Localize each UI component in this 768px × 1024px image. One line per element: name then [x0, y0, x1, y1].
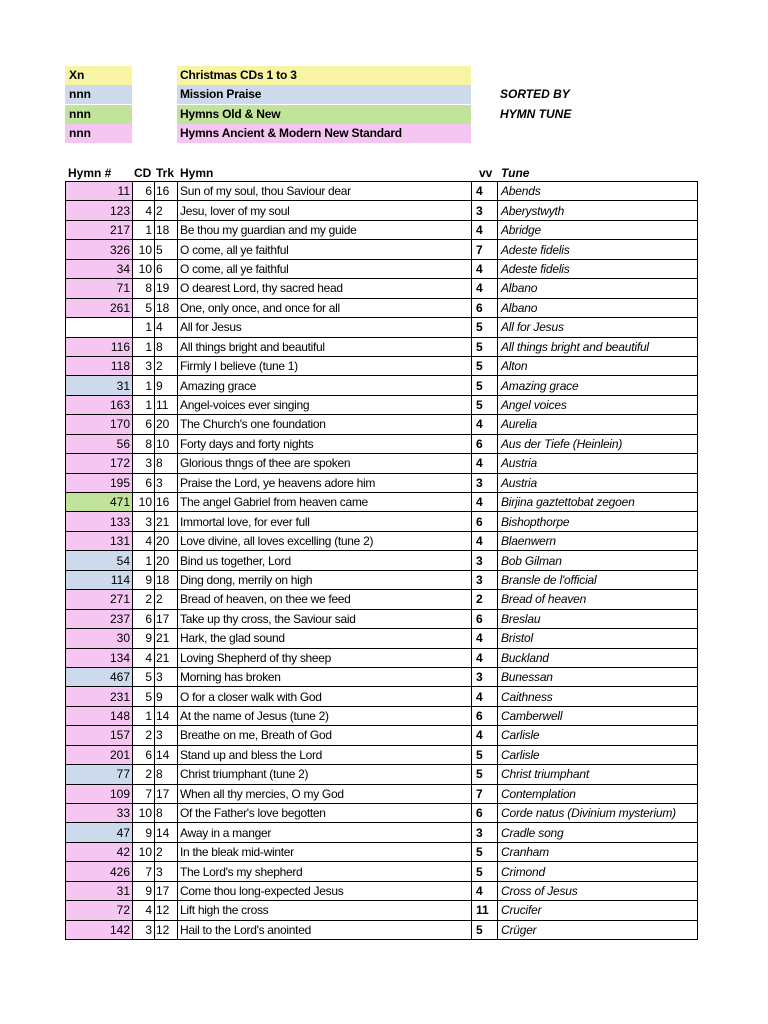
verses-cell: 6	[472, 434, 498, 453]
cd-cell: 10	[133, 240, 155, 259]
track-cell: 17	[155, 784, 178, 803]
hymn-number-cell: 148	[66, 706, 133, 725]
table-row	[66, 862, 698, 881]
verses-cell: 4	[472, 454, 498, 473]
verses-cell: 4	[472, 493, 498, 512]
hymn-title-cell: The Church's one foundation	[178, 415, 472, 434]
track-cell: 8	[155, 337, 178, 356]
table-row	[66, 531, 698, 550]
tune-cell: Aus der Tiefe (Heinlein)	[498, 434, 698, 453]
tune-cell: Cradle song	[498, 823, 698, 842]
table-row	[66, 493, 698, 512]
verses-cell: 6	[472, 804, 498, 823]
verses-cell: 6	[472, 706, 498, 725]
cd-cell: 1	[133, 220, 155, 239]
hymn-number-cell: 172	[66, 454, 133, 473]
hymn-title-cell: Hark, the glad sound	[178, 629, 472, 648]
hymn-number-cell	[66, 318, 133, 337]
verses-cell: 4	[472, 629, 498, 648]
cd-cell: 2	[133, 765, 155, 784]
tune-cell: Corde natus (Divinium mysterium)	[498, 804, 698, 823]
hymn-number-cell: 195	[66, 473, 133, 492]
tune-cell: Amazing grace	[498, 376, 698, 395]
verses-cell: 3	[472, 823, 498, 842]
verses-cell: 4	[472, 687, 498, 706]
cd-cell: 1	[133, 395, 155, 414]
table-row	[66, 473, 698, 492]
track-cell: 14	[155, 706, 178, 725]
verses-cell: 7	[472, 784, 498, 803]
hymn-title-cell: All for Jesus	[178, 318, 472, 337]
hymn-number-cell: 123	[66, 201, 133, 220]
hymn-title-cell: When all thy mercies, O my God	[178, 784, 472, 803]
hymn-title-cell: Morning has broken	[178, 667, 472, 686]
cd-cell: 9	[133, 881, 155, 900]
verses-cell: 4	[472, 531, 498, 550]
tune-cell: Abridge	[498, 220, 698, 239]
cd-cell: 6	[133, 415, 155, 434]
header-hymn-number: Hymn #	[68, 166, 112, 180]
verses-cell: 5	[472, 842, 498, 861]
tune-cell: Austria	[498, 454, 698, 473]
tune-cell: Albano	[498, 279, 698, 298]
cd-cell: 7	[133, 862, 155, 881]
hymn-number-cell: 271	[66, 590, 133, 609]
cd-cell: 5	[133, 687, 155, 706]
table-row	[66, 318, 698, 337]
hymn-number-cell: 71	[66, 279, 133, 298]
hymn-title-cell: All things bright and beautiful	[178, 337, 472, 356]
sorted-by-label: SORTED BY	[500, 87, 570, 101]
table-row	[66, 842, 698, 861]
hymn-number-cell: 134	[66, 648, 133, 667]
track-cell: 6	[155, 259, 178, 278]
tune-cell: Caithness	[498, 687, 698, 706]
table-row	[66, 687, 698, 706]
table-row	[66, 376, 698, 395]
hymn-number-cell: 77	[66, 765, 133, 784]
hymn-title-cell: O for a closer walk with God	[178, 687, 472, 706]
cd-cell: 1	[133, 337, 155, 356]
hymn-title-cell: Love divine, all loves excelling (tune 2)	[178, 531, 472, 550]
hymn-number-cell: 467	[66, 667, 133, 686]
hymn-title-cell: In the bleak mid-winter	[178, 842, 472, 861]
track-cell: 12	[155, 920, 178, 939]
hymn-number-cell: 34	[66, 259, 133, 278]
table-row	[66, 220, 698, 239]
table-row	[66, 415, 698, 434]
track-cell: 21	[155, 512, 178, 531]
hymn-title-cell: Christ triumphant (tune 2)	[178, 765, 472, 784]
cd-cell: 4	[133, 531, 155, 550]
hymn-title-cell: Come thou long-expected Jesus	[178, 881, 472, 900]
verses-cell: 11	[472, 901, 498, 920]
track-cell: 20	[155, 531, 178, 550]
track-cell: 4	[155, 318, 178, 337]
verses-cell: 5	[472, 395, 498, 414]
tune-cell: Carlisle	[498, 726, 698, 745]
hymn-title-cell: Loving Shepherd of thy sheep	[178, 648, 472, 667]
hymn-number-cell: 118	[66, 356, 133, 375]
tune-cell: Bob Gilman	[498, 551, 698, 570]
table-row	[66, 648, 698, 667]
track-cell: 14	[155, 745, 178, 764]
cd-cell: 9	[133, 570, 155, 589]
hymn-number-cell: 42	[66, 842, 133, 861]
cd-cell: 3	[133, 356, 155, 375]
verses-cell: 4	[472, 220, 498, 239]
verses-cell: 4	[472, 259, 498, 278]
table-row	[66, 201, 698, 220]
sorted-by-value: HYMN TUNE	[500, 107, 572, 121]
track-cell: 17	[155, 881, 178, 900]
verses-cell: 4	[472, 182, 498, 201]
hymn-table	[65, 181, 698, 940]
verses-cell: 5	[472, 356, 498, 375]
hymn-number-cell: 131	[66, 531, 133, 550]
hymn-number-cell: 33	[66, 804, 133, 823]
track-cell: 3	[155, 862, 178, 881]
tune-cell: Crucifer	[498, 901, 698, 920]
tune-cell: Albano	[498, 298, 698, 317]
hymn-number-cell: 116	[66, 337, 133, 356]
hymn-number-cell: 326	[66, 240, 133, 259]
tune-cell: Breslau	[498, 609, 698, 628]
table-row	[66, 901, 698, 920]
hymn-number-cell: 142	[66, 920, 133, 939]
track-cell: 16	[155, 493, 178, 512]
hymn-number-cell: 11	[66, 182, 133, 201]
header-vv: vv	[479, 166, 493, 180]
cd-cell: 9	[133, 823, 155, 842]
cd-cell: 1	[133, 706, 155, 725]
hymn-number-cell: 217	[66, 220, 133, 239]
cd-cell: 6	[133, 473, 155, 492]
track-cell: 2	[155, 201, 178, 220]
hymn-number-cell: 471	[66, 493, 133, 512]
cd-cell: 2	[133, 726, 155, 745]
track-cell: 5	[155, 240, 178, 259]
table-row	[66, 590, 698, 609]
hymn-number-cell: 170	[66, 415, 133, 434]
track-cell: 21	[155, 629, 178, 648]
table-row	[66, 298, 698, 317]
hymn-title-cell: Be thou my guardian and my guide	[178, 220, 472, 239]
hymn-number-cell: 56	[66, 434, 133, 453]
cd-cell: 4	[133, 901, 155, 920]
tune-cell: Bunessan	[498, 667, 698, 686]
verses-cell: 5	[472, 376, 498, 395]
cd-cell: 6	[133, 609, 155, 628]
cd-cell: 8	[133, 434, 155, 453]
hymn-number-cell: 31	[66, 376, 133, 395]
table-row	[66, 279, 698, 298]
cd-cell: 2	[133, 590, 155, 609]
legend-name: Christmas CDs 1 to 3	[177, 66, 471, 85]
legend-name: Mission Praise	[177, 85, 471, 104]
table-row	[66, 551, 698, 570]
hymn-number-cell: 157	[66, 726, 133, 745]
tune-cell: Bishopthorpe	[498, 512, 698, 531]
tune-cell: Cranham	[498, 842, 698, 861]
hymn-title-cell: Forty days and forty nights	[178, 434, 472, 453]
tune-cell: Christ triumphant	[498, 765, 698, 784]
hymn-number-cell: 54	[66, 551, 133, 570]
verses-cell: 3	[472, 551, 498, 570]
tune-cell: Contemplation	[498, 784, 698, 803]
cd-cell: 7	[133, 784, 155, 803]
track-cell: 16	[155, 182, 178, 201]
verses-cell: 3	[472, 570, 498, 589]
table-row	[66, 881, 698, 900]
cd-cell: 1	[133, 551, 155, 570]
track-cell: 8	[155, 454, 178, 473]
tune-cell: Cross of Jesus	[498, 881, 698, 900]
hymn-title-cell: Ding dong, merrily on high	[178, 570, 472, 589]
verses-cell: 4	[472, 648, 498, 667]
cd-cell: 5	[133, 667, 155, 686]
table-row	[66, 823, 698, 842]
legend-name: Hymns Old & New	[177, 105, 471, 124]
cd-cell: 1	[133, 318, 155, 337]
verses-cell: 5	[472, 920, 498, 939]
legend-name: Hymns Ancient & Modern New Standard	[177, 124, 471, 143]
hymn-number-cell: 237	[66, 609, 133, 628]
tune-cell: Adeste fidelis	[498, 240, 698, 259]
verses-cell: 7	[472, 240, 498, 259]
cd-cell: 6	[133, 182, 155, 201]
cd-cell: 10	[133, 493, 155, 512]
track-cell: 21	[155, 648, 178, 667]
track-cell: 10	[155, 434, 178, 453]
table-row	[66, 356, 698, 375]
cd-cell: 10	[133, 804, 155, 823]
verses-cell: 4	[472, 415, 498, 434]
header-cd: CD	[134, 166, 152, 180]
tune-cell: Blaenwern	[498, 531, 698, 550]
cd-cell: 3	[133, 512, 155, 531]
tune-cell: Carlisle	[498, 745, 698, 764]
hymn-title-cell: One, only once, and once for all	[178, 298, 472, 317]
cd-cell: 3	[133, 454, 155, 473]
table-row	[66, 570, 698, 589]
hymn-title-cell: Amazing grace	[178, 376, 472, 395]
table-row	[66, 337, 698, 356]
track-cell: 8	[155, 804, 178, 823]
tune-cell: Bristol	[498, 629, 698, 648]
legend-code: Xn	[65, 66, 132, 85]
verses-cell: 4	[472, 726, 498, 745]
track-cell: 2	[155, 356, 178, 375]
hymn-number-cell: 261	[66, 298, 133, 317]
verses-cell: 2	[472, 590, 498, 609]
track-cell: 12	[155, 901, 178, 920]
verses-cell: 5	[472, 337, 498, 356]
table-row	[66, 182, 698, 201]
header-trk: Trk	[156, 166, 175, 180]
hymn-number-cell: 31	[66, 881, 133, 900]
tune-cell: Angel voices	[498, 395, 698, 414]
table-row	[66, 609, 698, 628]
tune-cell: Austria	[498, 473, 698, 492]
hymn-number-cell: 47	[66, 823, 133, 842]
tune-cell: Bread of heaven	[498, 590, 698, 609]
hymn-number-cell: 231	[66, 687, 133, 706]
table-row	[66, 804, 698, 823]
track-cell: 9	[155, 687, 178, 706]
track-cell: 3	[155, 473, 178, 492]
cd-cell: 4	[133, 648, 155, 667]
verses-cell: 5	[472, 318, 498, 337]
track-cell: 11	[155, 395, 178, 414]
track-cell: 19	[155, 279, 178, 298]
tune-cell: Alton	[498, 356, 698, 375]
cd-cell: 9	[133, 629, 155, 648]
tune-cell: Aurelia	[498, 415, 698, 434]
table-row	[66, 240, 698, 259]
table-row	[66, 629, 698, 648]
hymn-title-cell: Firmly I believe (tune 1)	[178, 356, 472, 375]
hymn-number-cell: 163	[66, 395, 133, 414]
hymn-title-cell: Take up thy cross, the Saviour said	[178, 609, 472, 628]
verses-cell: 5	[472, 745, 498, 764]
tune-cell: Buckland	[498, 648, 698, 667]
cd-cell: 3	[133, 920, 155, 939]
track-cell: 3	[155, 726, 178, 745]
table-row	[66, 784, 698, 803]
header-hymn: Hymn	[180, 166, 214, 180]
table-row	[66, 512, 698, 531]
verses-cell: 6	[472, 298, 498, 317]
verses-cell: 3	[472, 667, 498, 686]
table-row	[66, 454, 698, 473]
legend-code: nnn	[65, 105, 132, 124]
hymn-title-cell: Jesu, lover of my soul	[178, 201, 472, 220]
track-cell: 18	[155, 570, 178, 589]
cd-cell: 4	[133, 201, 155, 220]
cd-cell: 10	[133, 842, 155, 861]
table-row	[66, 745, 698, 764]
cd-cell: 6	[133, 745, 155, 764]
cd-cell: 1	[133, 376, 155, 395]
table-row	[66, 706, 698, 725]
tune-cell: Adeste fidelis	[498, 259, 698, 278]
hymn-title-cell: Away in a manger	[178, 823, 472, 842]
hymn-title-cell: Sun of my soul, thou Saviour dear	[178, 182, 472, 201]
verses-cell: 6	[472, 609, 498, 628]
track-cell: 18	[155, 220, 178, 239]
hymn-title-cell: At the name of Jesus (tune 2)	[178, 706, 472, 725]
hymn-title-cell: Lift high the cross	[178, 901, 472, 920]
table-row	[66, 395, 698, 414]
hymn-title-cell: Breathe on me, Breath of God	[178, 726, 472, 745]
track-cell: 14	[155, 823, 178, 842]
verses-cell: 4	[472, 279, 498, 298]
verses-cell: 3	[472, 201, 498, 220]
hymn-number-cell: 72	[66, 901, 133, 920]
verses-cell: 5	[472, 765, 498, 784]
hymn-title-cell: O come, all ye faithful	[178, 259, 472, 278]
hymn-number-cell: 426	[66, 862, 133, 881]
hymn-title-cell: O dearest Lord, thy sacred head	[178, 279, 472, 298]
verses-cell: 6	[472, 512, 498, 531]
hymn-number-cell: 114	[66, 570, 133, 589]
hymn-title-cell: The Lord's my shepherd	[178, 862, 472, 881]
verses-cell: 3	[472, 473, 498, 492]
track-cell: 2	[155, 842, 178, 861]
legend-code: nnn	[65, 124, 132, 143]
tune-cell: Camberwell	[498, 706, 698, 725]
track-cell: 20	[155, 415, 178, 434]
track-cell: 18	[155, 298, 178, 317]
legend-code: nnn	[65, 85, 132, 104]
track-cell: 17	[155, 609, 178, 628]
table-row	[66, 726, 698, 745]
hymn-title-cell: Angel-voices ever singing	[178, 395, 472, 414]
table-row	[66, 259, 698, 278]
hymn-title-cell: O come, all ye faithful	[178, 240, 472, 259]
verses-cell: 5	[472, 862, 498, 881]
tune-cell: Aberystwyth	[498, 201, 698, 220]
cd-cell: 5	[133, 298, 155, 317]
table-row	[66, 765, 698, 784]
tune-cell: All for Jesus	[498, 318, 698, 337]
header-tune: Tune	[501, 166, 530, 180]
hymn-title-cell: Hail to the Lord's anointed	[178, 920, 472, 939]
verses-cell: 4	[472, 881, 498, 900]
hymn-title-cell: Of the Father's love begotten	[178, 804, 472, 823]
cd-cell: 8	[133, 279, 155, 298]
table-row	[66, 667, 698, 686]
tune-cell: Crüger	[498, 920, 698, 939]
table-row	[66, 920, 698, 939]
hymn-number-cell: 201	[66, 745, 133, 764]
hymn-title-cell: Praise the Lord, ye heavens adore him	[178, 473, 472, 492]
track-cell: 20	[155, 551, 178, 570]
hymn-number-cell: 133	[66, 512, 133, 531]
hymn-title-cell: Bind us together, Lord	[178, 551, 472, 570]
hymn-number-cell: 30	[66, 629, 133, 648]
tune-cell: Birjina gaztettobat zegoen	[498, 493, 698, 512]
track-cell: 2	[155, 590, 178, 609]
hymn-title-cell: Glorious thngs of thee are spoken	[178, 454, 472, 473]
hymn-number-cell: 109	[66, 784, 133, 803]
hymn-title-cell: Stand up and bless the Lord	[178, 745, 472, 764]
hymn-title-cell: The angel Gabriel from heaven came	[178, 493, 472, 512]
tune-cell: All things bright and beautiful	[498, 337, 698, 356]
table-row	[66, 434, 698, 453]
hymn-title-cell: Bread of heaven, on thee we feed	[178, 590, 472, 609]
hymn-table-body	[66, 182, 698, 940]
track-cell: 8	[155, 765, 178, 784]
tune-cell: Abends	[498, 182, 698, 201]
hymn-title-cell: Immortal love, for ever full	[178, 512, 472, 531]
track-cell: 9	[155, 376, 178, 395]
cd-cell: 10	[133, 259, 155, 278]
tune-cell: Bransle de l'official	[498, 570, 698, 589]
track-cell: 3	[155, 667, 178, 686]
tune-cell: Crimond	[498, 862, 698, 881]
